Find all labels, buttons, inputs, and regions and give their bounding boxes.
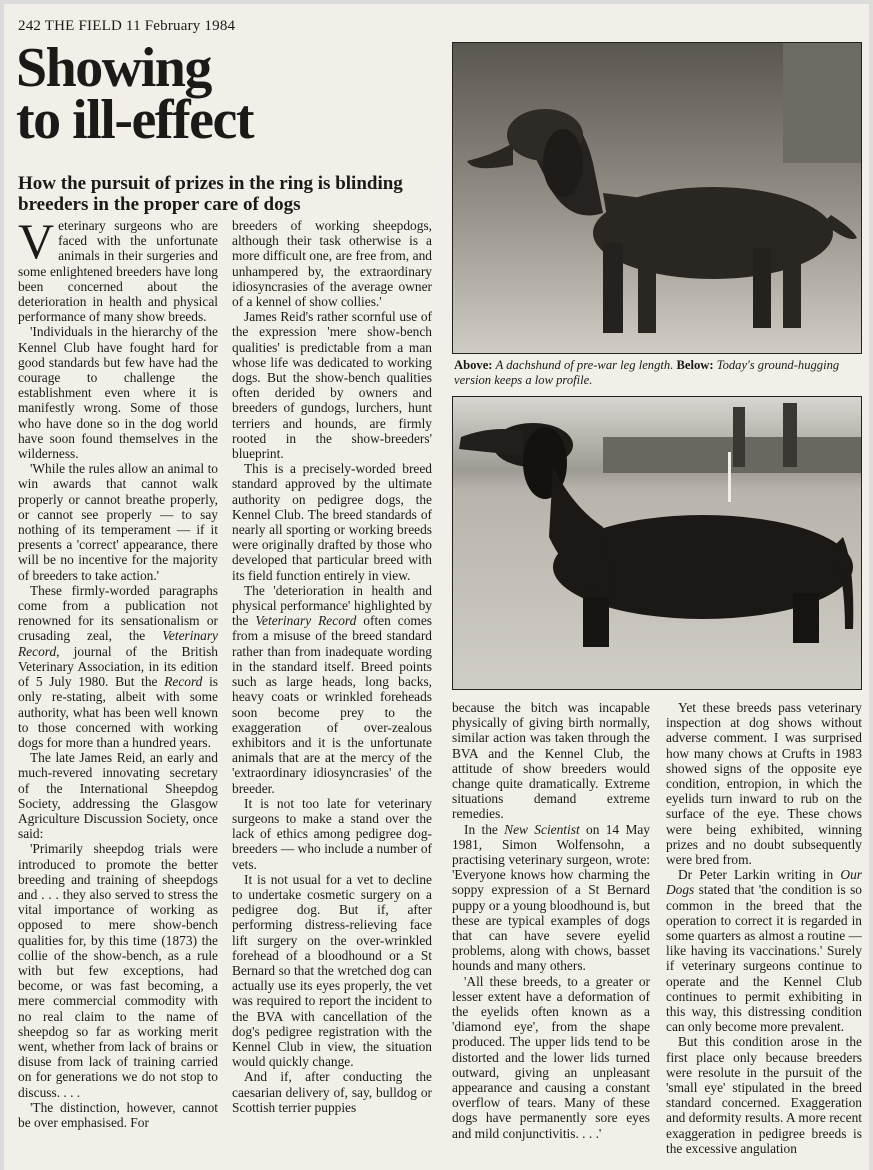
paragraph: James Reid's rather scornful use of the expression 'mere show-bench qualities' is predictable from a man whose life was dedicated to working dogs. But the show-bench qualities often derided by owners and breeders of gundogs, lurchers, hunt terriers and hounds, are firmly rooted in the show-breeders' blueprint. xyxy=(232,309,432,462)
paragraph: But this condition arose in the first place only because breeders were resolute in the pursuit of the 'small eye' stipulated in the breed standard concerned. Exaggeration and deformity results. A more recent exaggeration in pedigree breeds is the excessive angulation xyxy=(666,1034,862,1156)
paragraph: breeders of working sheepdogs, although their task otherwise is a more difficult one, are free from, and unhampered by, the extraordinary idiosyncrasies of the average owner of a kennel of show collies.' xyxy=(232,218,432,310)
paragraph: And if, after conducting the caesarian delivery of, say, bulldog or Scottish terrier puppies xyxy=(232,1069,432,1115)
photo-dachshund-prewar xyxy=(452,42,862,354)
paragraph: 'While the rules allow an animal to win awards that cannot walk properly or cannot breathe properly, or cannot see properly — to say nothing of its temperament — if it presents a 'correct' appearance, there will be no incentive for the majority of breeders to take action.' xyxy=(18,461,218,583)
headline xyxy=(16,37,446,151)
drop-cap: V xyxy=(18,218,55,269)
running-head: 242 THE FIELD 11 February 1984 xyxy=(18,18,236,34)
paragraph: Veterinary surgeons who are faced with the unfortunate animals in their surgeries and some enlightened breeders have long been concerned about the deterioration in health and physical performance of many show breeds. xyxy=(18,218,218,325)
paragraph: These firmly-worded paragraphs come from a publication not renowned for its sensationalism or crusading zeal, the Veterinary Record, journal of the British Veterinary Association, in its edition of 5 July 1980. But the Record is only re-stating, albeit with some authority, what has been well known to those concerned with working dogs for more than a hundred years. xyxy=(18,582,218,750)
paragraph: 'All these breeds, to a greater or lesser extent have a deformation of the eyelids often known as a 'diamond eye', from the shape produced. The upper lids tend to be distorted and the lower lids turned outward, giving an unpleasant appearance and causing a constant overflow of tears. Many of these dogs have permanently sore eyes and mild conjunctivitis. . . .' xyxy=(452,973,650,1141)
headline-line-1: Showing xyxy=(16,37,211,99)
paragraph: 'Primarily sheepdog trials were introduced to promote the better breeding and training of sheepdogs and . . . they also served to stress the vital importance of working as opposed to mere show-bench qualities for, by this time (1873) the collie of the show-bench, as a rule with but few exceptions, had become, or was fast becoming, a mere commercial commodity with no real claim to the name of sheepdog so far as working merit went, whether from lack of brains or disuse from lack of training carried on for generations we do not stop to discuss. . . . xyxy=(18,841,218,1100)
article-column-3 xyxy=(452,700,650,1168)
paragraph: It is not usual for a vet to decline to undertake cosmetic surgery on a pedigree dog. But if, after performing distress-relieving face lift surgery on the over-wrinkled forehead of a bloodhound or a St Bernard so that the wretched dog can actually use its eyes properly, the vet was required to report the incident to the BVA with cancellation of the dog's pedigree registration with the Kennel Club in view, the situation would quickly change. xyxy=(232,871,432,1070)
article-column-2 xyxy=(232,218,432,1168)
paragraph: It is not too late for veterinary surgeons to make a stand over the lack of ethics among pedigree dog-breeders — who include a number of vets. xyxy=(232,795,432,872)
headline-line-2: to ill-effect xyxy=(16,89,253,151)
paragraph: The late James Reid, an early and much-revered innovating secretary of the International Sheepdog Society, addressing the Glasgow Agriculture Discussion Society, once said: xyxy=(18,750,218,842)
paragraph: This is a precisely-worded breed standard approved by the ultimate authority on pedigree dogs, the Kennel Club. The breed standards of nearly all sporting or working breeds were originally drafted by those who developed that particular breed with its field function entirely in view. xyxy=(232,461,432,583)
paragraph: In the New Scientist on 14 May 1981, Simon Wolfensohn, a practising veterinary surgeon, wrote: 'Everyone knows how charming the soppy expression of a St Bernard puppy or a young bloodhound is, but these are typical examples of dogs that can have severe eyelid problems, along with chows, basset hounds and many others. xyxy=(452,821,650,974)
article-column-4 xyxy=(666,700,862,1168)
dachshund-photo-graphic xyxy=(453,43,861,353)
paragraph: Yet these breeds pass veterinary inspection at dog shows without adverse comment. I was surprised how many chows at Crufts in 1983 showed signs of the opposite eye condition, entropion, in which the eyelids turn inward to rub on the surface of the eye. These chows were being exhibited, winning prizes and no doubt subsequently were bred from. xyxy=(666,700,862,868)
photo-dachshund-modern xyxy=(452,396,862,690)
photo-caption: Above: A dachshund of pre-war leg length. Below: Today's ground-hugging version keeps a low profile. xyxy=(454,358,840,387)
paragraph: because the bitch was incapable physically of giving birth normally, similar action was taken through the BVA and the Kennel Club, the attitude of show breeders would change quite dramatically. Extreme situations demand extreme remedies. xyxy=(452,700,650,822)
magazine-page xyxy=(4,4,869,1170)
paragraph: The 'deterioration in health and physical performance' highlighted by the Veterinary Record often comes from a misuse of the breed standard rather than from inadequate wording in the standard itself. Breed points such as large heads, long backs, heavy coats or wrinkled foreheads soon become prey to the exaggeration of over-zealous exhibitors and it is the unfortunate animals that are at the mercy of the 'extraordinary idiosyncrasies' of the breeder. xyxy=(232,582,432,796)
paragraph: 'The distinction, however, cannot be over emphasised. For xyxy=(18,1099,218,1130)
deck-subtitle: How the pursuit of prizes in the ring is blinding breeders in the proper care of dogs xyxy=(18,173,403,215)
paragraph: 'Individuals in the hierarchy of the Kennel Club have fought hard for good standards but few have had the courage to challenge the establishment even where it is manifestly wrong. Some of those who have done so in the dog world have soon found themselves in the wilderness. xyxy=(18,324,218,462)
article-column-1 xyxy=(18,218,218,1168)
paragraph: Dr Peter Larkin writing in Our Dogs stated that 'the condition is so common in the breed that the operation to correct it is regarded in some quarters as almost a routine — like having its vaccinations.' Surely if veterinary surgeons continue to operate and the Kennel Club continues to permit exhibiting in this way, this distressing condition can only become more prevalent. xyxy=(666,867,862,1035)
dachshund-photo-graphic xyxy=(453,397,861,689)
